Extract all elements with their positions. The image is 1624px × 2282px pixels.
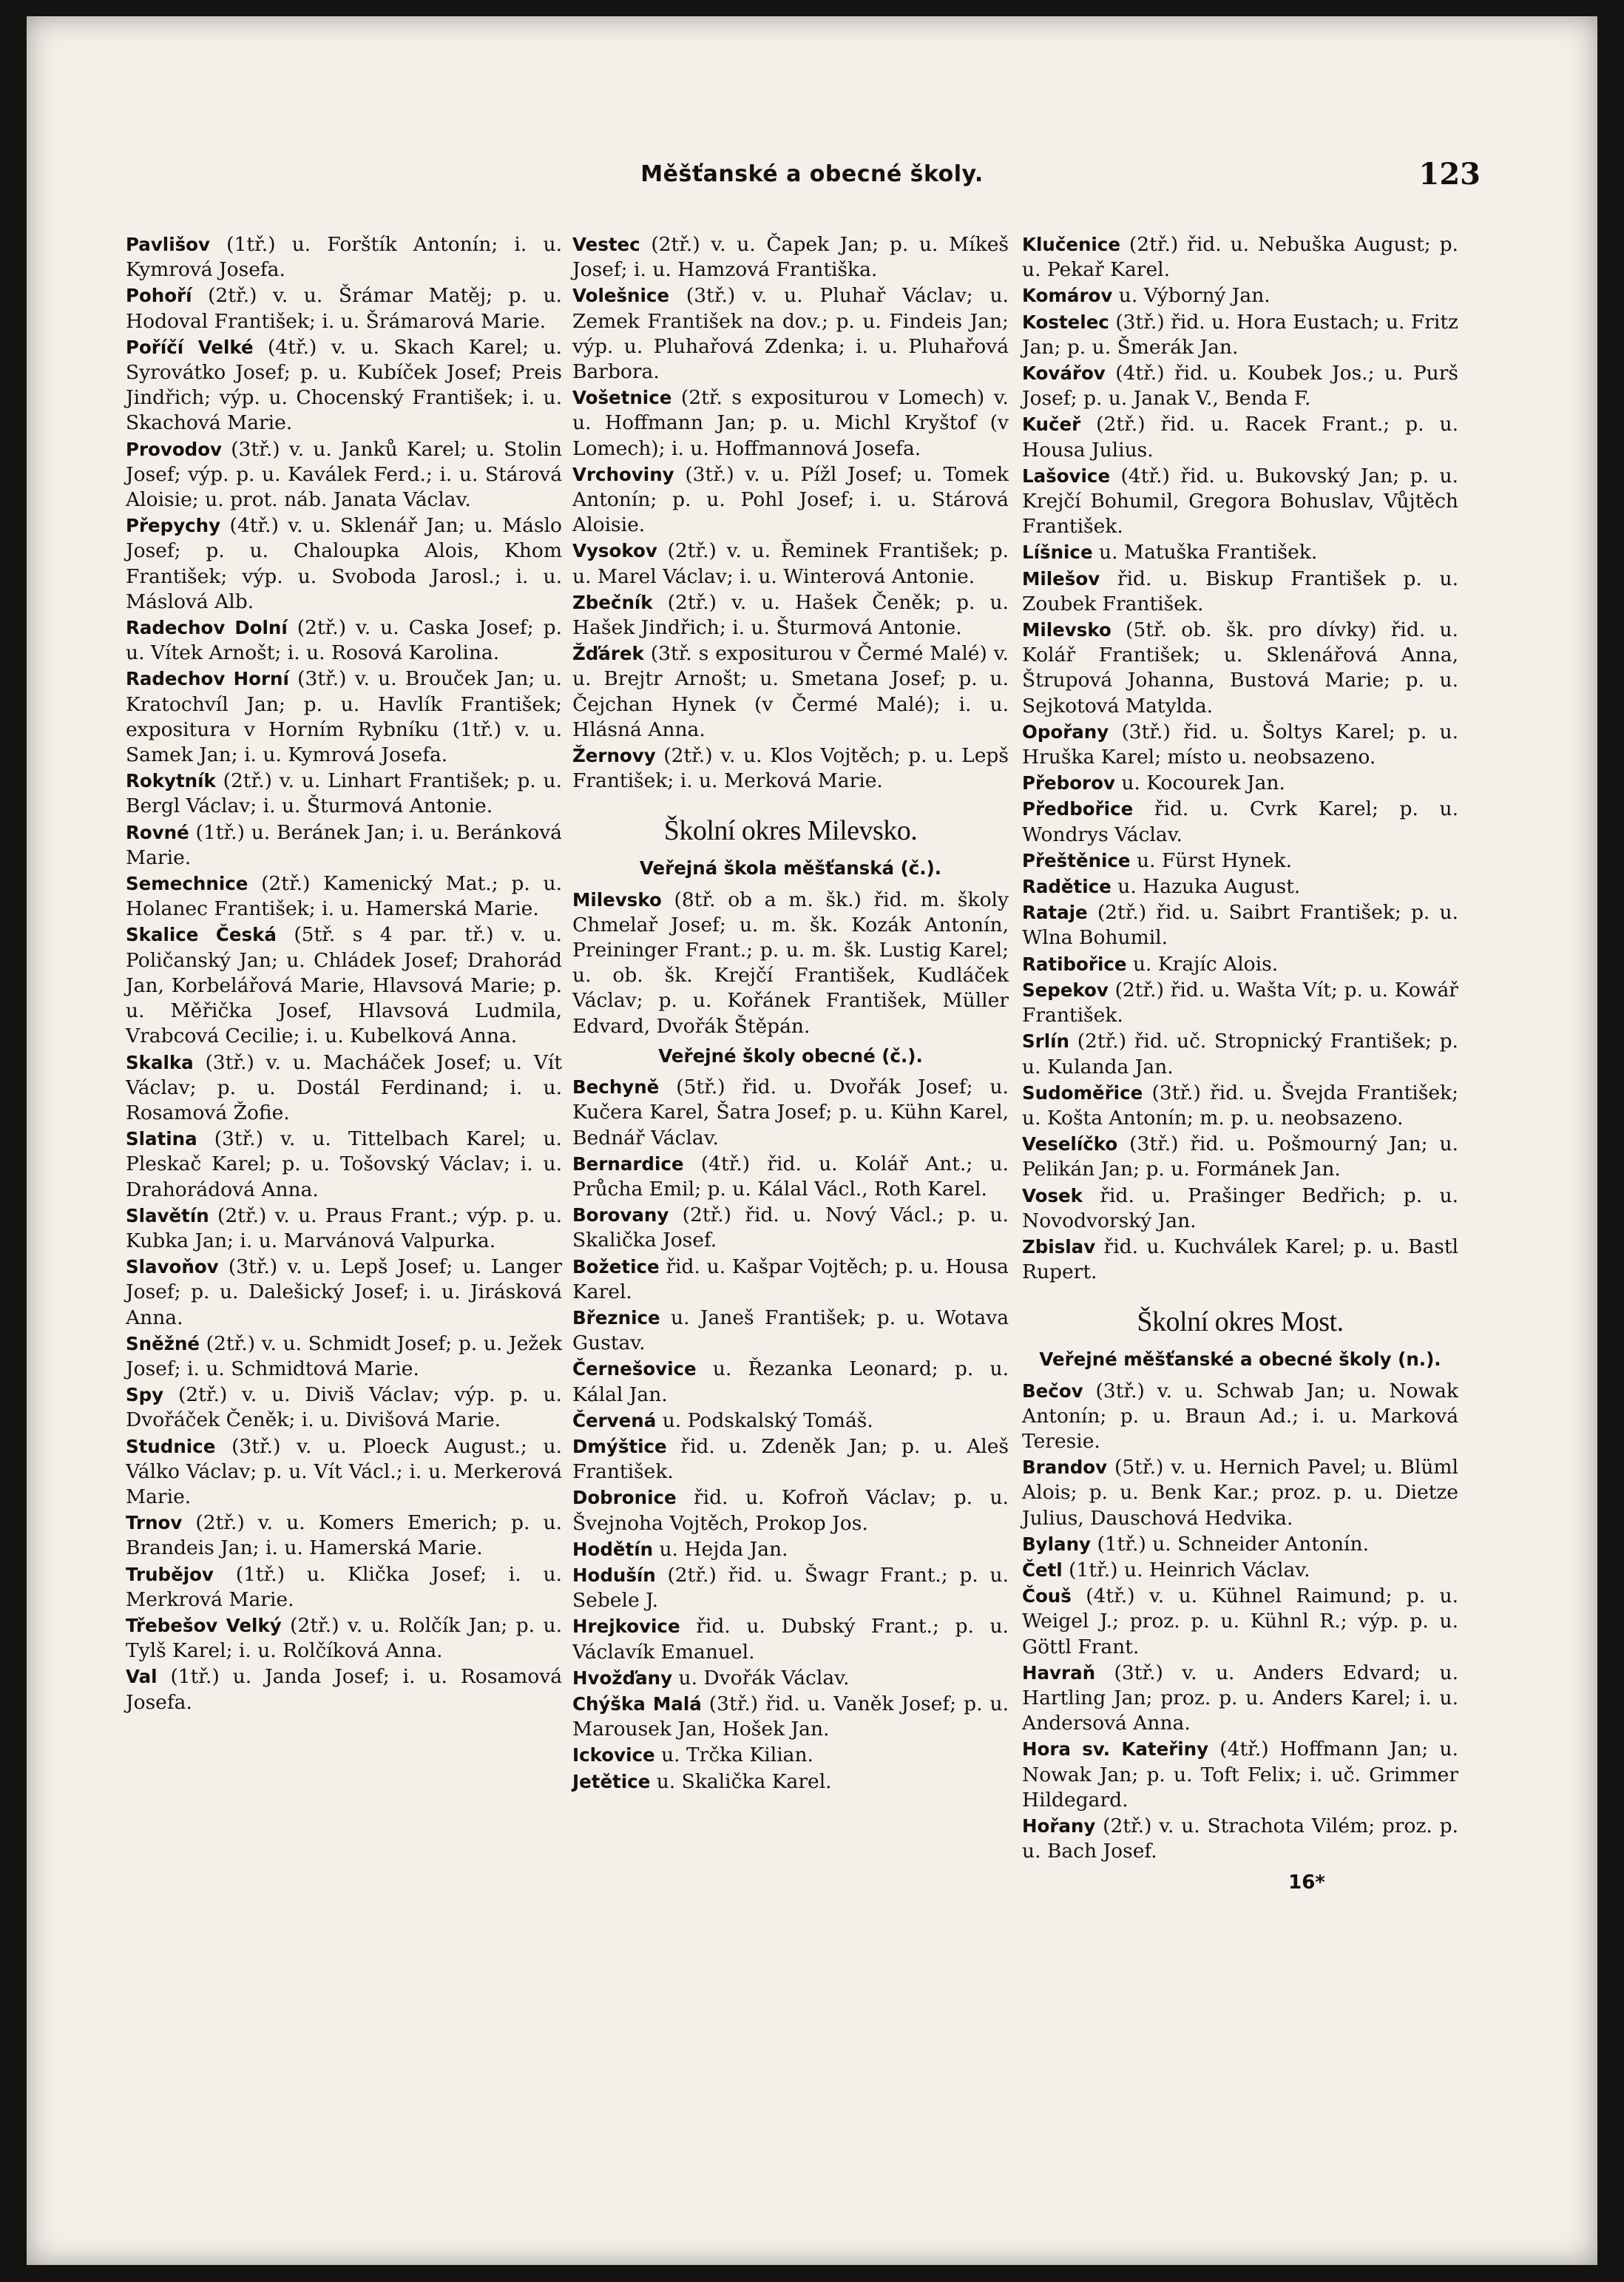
school-entry [126,232,562,283]
school-entry [126,1434,562,1510]
entry-text: (4tř.) v. u. Sklenář Jan; u. Máslo Josef; p. u. Chaloupka Alois, Khom František; výp. u. Svoboda Jarosl.; i. u. Máslová Alb. [126,514,562,613]
school-entry [1022,464,1458,540]
entry-text: (2tř.) řid. u. Wašta Vít; p. u. Kowář František. [1022,978,1458,1027]
entry-text: u. Podskalský Tomáš. [662,1408,873,1432]
entry-text: (2tř.) v. u. Klos Vojtěch; p. u. Lepš František; i. u. Merková Marie. [572,744,1009,793]
signature-mark: 16* [1288,1871,1325,1894]
entry-text: (5tř. ob. šk. pro dívky) řid. u. Kolář František; u. Sklenářová Anna, Štrupová Johanna, Bustová Marie; p. u. Sejkotová Matylda. [1022,618,1458,718]
place-name: Milevsko [1022,619,1112,641]
place-name: Brandov [1022,1456,1108,1479]
school-entry [126,1613,562,1664]
entry-text: (2tř. s expositurou v Lomech) v. u. Hoffmann Jan; p. u. Michl Kryštof (v Lomech); i. u. Hoffmannová Josefa. [572,386,1009,460]
place-name: Dmýštice [572,1435,667,1457]
school-entry [1022,1737,1458,1813]
place-name: Lašovice [1022,465,1111,487]
entry-text: (2tř.) v. u. Hašek Čeněk; p. u. Hašek Jindřich; i. u. Šturmová Antonie. [572,590,1009,640]
place-name: Semechnice [126,873,248,895]
place-name: Bernardice [572,1152,684,1175]
school-entry [126,615,562,666]
school-entry [1022,1132,1458,1182]
entry-text: (2tř.) řid. u. Nový Václ.; p. u. Skalička Josef. [572,1204,1009,1252]
place-name: Vrchoviny [572,463,674,485]
entry-text: (1tř.) u. Forštík Antonín; i. u. Kymrová Josefa. [126,233,562,282]
entry-text: (2tř.) řid. u. Šwagr Frant.; p. u. Sebele J. [572,1563,1009,1613]
place-name: Radětice [1022,876,1112,898]
place-name: Jetětice [572,1770,651,1792]
entry-text: (1tř.) u. Beránek Jan; i. u. Beránková Marie. [126,820,562,869]
entry-text: (2tř.) řid. uč. Stropnický František; p. u. Kulanda Jan. [1022,1030,1458,1078]
entry-text: (1tř.) u. Schneider Antonín. [1097,1532,1370,1556]
entry-text: (2tř.) v. u. Schmidt Josef; p. u. Ježek Josef; i. u. Schmidtová Marie. [126,1331,562,1380]
school-entry [126,1562,562,1613]
school-entry [572,1614,1009,1664]
school-entry [126,335,562,436]
place-name: Bylany [1022,1533,1091,1555]
place-name: Hora sv. Kateřiny [1022,1738,1209,1761]
school-entry [572,385,1009,462]
school-entry [572,1357,1009,1407]
entry-text: (2tř.) řid. u. Racek Frant.; p. u. Housa Julius. [1022,413,1458,462]
entry-text: (2tř.) v. u. Praus Frant.; výp. p. u. Kubka Jan; i. u. Marvánová Valpurka. [126,1204,562,1252]
section-subheading: Veřejné měšťanské a obecné školy (n.). [1039,1348,1441,1371]
entry-text: (2tř.) řid. u. Nebuška August; p. u. Pekař Karel. [1022,233,1458,282]
school-entry [1022,1814,1458,1864]
place-name: Milešov [1022,567,1100,590]
place-name: Srlín [1022,1030,1069,1053]
place-name: Hvožďany [572,1667,673,1689]
entry-text: (3tř.) v. u. Schwab Jan; u. Nowak Antonín; p. u. Braun Ad.; i. u. Marková Teresie. [1022,1379,1458,1453]
place-name: Val [126,1666,158,1688]
place-name: Rovné [126,821,189,843]
place-name: Hodušín [572,1564,656,1586]
school-entry [126,1664,562,1715]
entry-text: (2tř.) v. u. Rolčík Jan; p. u. Tylš Karel; i. u. Rolčíková Anna. [126,1613,562,1663]
entry-text: (1tř.) u. Janda Josef; i. u. Rosamová Josefa. [126,1665,562,1714]
place-name: Přeštěnice [1022,849,1131,871]
place-name: Veselíčko [1022,1133,1118,1155]
place-name: Pavlišov [126,234,210,255]
book-page [27,16,1597,2265]
school-entry [126,769,562,819]
place-name: Kučeř [1022,413,1081,436]
place-name: Volešnice [572,285,670,307]
page-header-title: Měšťanské a obecné školy. [640,161,984,187]
entry-text: řid. u. Prašinger Bedřich; p. u. Novodvorský Jan. [1022,1184,1458,1232]
place-name: Vošetnice [572,387,672,409]
place-name: Sněžné [126,1332,200,1354]
place-name: Bečov [1022,1380,1083,1402]
school-entry [572,1563,1009,1613]
entry-text: (3tř.) řid. u. Pošmourný Jan; u. Pelikán Jan; p. u. Formánek Jan. [1022,1132,1458,1181]
place-name: Březnice [572,1306,660,1329]
school-entry [1022,1235,1458,1285]
entry-text: (4tř.) řid. u. Kolář Ant.; u. Průcha Emil; p. u. Kálal Václ., Roth Karel. [572,1152,1009,1201]
school-entry [572,1485,1009,1536]
entry-text: u. Janeš František; p. u. Wotava Gustav. [572,1306,1009,1355]
place-name: Líšnice [1022,541,1093,564]
school-entry [572,888,1009,1039]
school-entry [1022,848,1458,874]
school-entry [1022,720,1458,770]
school-entry [126,283,562,334]
district-heading: Školní okres Milevsko. [663,815,918,847]
entry-text: (2tř.) v. u. Diviš Václav; výp. p. u. Dvořáček Čeněk; i. u. Divišová Marie. [126,1383,562,1432]
entry-text: (4tř.) v. u. Kühnel Raimund; p. u. Weigel J.; proz. p. u. Kühnl R.; výp. p. u. Göttl Frant. [1022,1584,1458,1658]
school-entry [1022,361,1458,411]
place-name: Ickovice [572,1744,655,1766]
place-name: Skalka [126,1051,194,1073]
entry-text: (3tř.) v. u. Macháček Josef; u. Vít Václav; p. u. Dostál Ferdinand; i. u. Rosamová Žofie. [126,1050,562,1124]
place-name: Skalice Česká [126,924,277,946]
entry-text: (5tř. s 4 par. tř.) v. u. Poličanský Jan; u. Chládek Josef; Drahorád Jan, Korbelářová Marie, Hlavsová Marie; p. u. Měřička Josef, Hlavsová Ludmila, Vrabcová Cecilie; i. u. Kubelková Anna. [126,923,562,1048]
entry-text: (4tř.) řid. u. Koubek Jos.; u. Purš Josef; p. u. Janak V., Benda F. [1022,362,1458,411]
school-entry [1022,1584,1458,1660]
entry-text: (2tř.) v. u. Strachota Vilém; proz. p. u. Bach Josef. [1022,1814,1458,1863]
entry-text: (2tř.) Kamenický Mat.; p. u. Holanec František; i. u. Hamerská Marie. [126,872,562,921]
place-name: Vestec [572,234,640,255]
school-entry [572,462,1009,539]
place-name: Ratibořice [1022,953,1127,975]
entry-text: řid. u. Biskup František p. u. Zoubek František. [1022,567,1458,615]
entry-text: u. Výborný Jan. [1118,284,1271,308]
school-entry [572,1537,1009,1562]
school-entry [126,871,562,922]
entry-text: (3tř.) v. u. Anders Edvard; u. Hartling Jan; proz. p. u. Anders Karel; i. u. Andersová Anna. [1022,1661,1458,1735]
entry-text: (4tř.) Hoffmann Jan; u. Nowak Jan; p. u. Toft Felix; i. uč. Grimmer Hildegard. [1022,1738,1458,1812]
entry-text: (8tř. ob a m. šk.) řid. m. školy Chmelař Josef; u. m. šk. Kozák Antonín, Preininger Frant.; p. u. m. šk. Lustig Karel; u. ob. šk. Krejčí František, Kudláček Václav; p. u. Kořánek František, Müller Edvard, Dvořák Štěpán. [572,888,1009,1038]
entry-text: řid. u. Kofroň Václav; p. u. Švejnoha Vojtěch, Prokop Jos. [572,1486,1009,1535]
school-entry [1022,412,1458,462]
place-name: Chýška Malá [572,1692,702,1715]
entry-text: u. Fürst Hynek. [1136,848,1293,872]
school-entry [572,539,1009,589]
school-entry [572,641,1009,743]
entry-text: u. Trčka Kilian. [661,1743,813,1767]
section-subheading: Veřejné školy obecné (č.). [658,1044,923,1067]
place-name: Žernovy [572,745,656,767]
school-entry [126,922,562,1049]
place-name: Radechov Dolní [126,617,288,639]
school-entry [572,1692,1009,1742]
place-name: Trnov [126,1512,183,1534]
entry-text: u. Krajíc Alois. [1132,952,1279,976]
entry-text: (3tř.) v. u. Brouček Jan; u. Kratochvíl Jan; p. u. Havlík František; expositura v Horním Rybníku (1tř.) v. u. Samek Jan; i. u. Kymrová Josefa. [126,667,562,767]
school-entry [126,1255,562,1331]
column-1 [126,232,562,1716]
place-name: Vysokov [572,540,657,562]
entry-text: (3tř.) v. u. Lepš Josef; u. Langer Josef; p. u. Dalešický Josef; i. u. Jirásková Anna. [126,1255,562,1329]
place-name: Zbislav [1022,1235,1096,1258]
entry-text: u. Matuška František. [1099,541,1318,564]
school-entry [126,1204,562,1254]
place-name: Trubějov [126,1563,214,1585]
place-name: Přeborov [1022,772,1115,794]
school-entry [1022,283,1458,308]
school-entry [572,1769,1009,1795]
place-name: Hrejkovice [572,1616,680,1638]
entry-text: řid. u. Cvrk Karel; p. u. Wondrys Václav. [1022,797,1458,846]
place-name: Sepekov [1022,979,1109,1001]
school-entry [1022,1184,1458,1234]
entry-text: (3tř.) v. u. Pížl Josef; u. Tomek Antonín; p. u. Pohl Josef; i. u. Stárová Aloisie. [572,462,1009,537]
entry-text: u. Hejda Jan. [659,1537,788,1561]
page-number: 123 [1418,157,1481,192]
entry-text: (2tř.) řid. u. Saibrt František; p. u. Wlna Bohumil. [1022,901,1458,950]
place-name: Žďárek [572,643,644,665]
school-entry [1022,1455,1458,1531]
district-heading: Školní okres Most. [1137,1306,1344,1338]
school-entry [126,666,562,768]
place-name: Provodov [126,438,223,460]
entry-text: řid. u. Zdeněk Jan; p. u. Aleš František. [572,1434,1009,1484]
school-entry [1022,567,1458,617]
school-entry [572,1075,1009,1151]
school-entry [1022,232,1458,283]
school-entry [1022,1558,1458,1583]
school-entry [572,232,1009,283]
school-entry [572,1306,1009,1356]
place-name: Opořany [1022,720,1109,743]
place-name: Hodětín [572,1538,654,1560]
place-name: Bechyně [572,1076,660,1098]
school-entry [126,1127,562,1203]
entry-text: (4tř.) řid. u. Bukovský Jan; p. u. Krejčí Bohumil, Gregora Bohuslav, Vůjtěch František. [1022,464,1458,539]
school-entry [572,1255,1009,1305]
school-entry [572,743,1009,794]
school-entry [572,1434,1009,1485]
place-name: Předbořice [1022,798,1134,820]
school-entry [572,590,1009,641]
entry-text: (2tř.) v. u. Šrámar Matěj; p. u. Hodoval František; i. u. Šrámarová Marie. [126,284,562,333]
column-2 [572,232,1009,1795]
school-entry [572,1408,1009,1434]
school-entry [572,1152,1009,1202]
entry-text: řid. u. Kuchválek Karel; p. u. Bastl Rupert. [1022,1235,1458,1284]
entry-text: (3tř.) řid. u. Šoltys Karel; p. u. Hruška Karel; místo u. neobsazeno. [1022,720,1458,769]
place-name: Sudoměřice [1022,1081,1143,1104]
school-entry [126,513,562,615]
entry-text: (3tř.) v. u. Tittelbach Karel; u. Pleskač Karel; p. u. Tošovský Václav; i. u. Drahorádová Anna. [126,1127,562,1201]
entry-text: (3tř.) řid. u. Švejda František; u. Košta Antonín; m. p. u. neobsazeno. [1022,1081,1458,1130]
place-name: Kostelec [1022,311,1109,333]
entry-text: u. Kocourek Jan. [1121,772,1285,795]
school-entry [1022,1379,1458,1455]
place-name: Černešovice [572,1358,697,1380]
entry-text: u. Dvořák Václav. [678,1666,850,1689]
place-name: Milevsko [572,888,662,911]
place-name: Četl [1022,1559,1063,1581]
school-entry [126,1050,562,1127]
school-entry [572,1743,1009,1768]
place-name: Havraň [1022,1661,1096,1684]
entry-text: (4tř.) v. u. Skach Karel; u. Syrovátko Josef; p. u. Kubíček Josef; Preis Jindřich; výp. u. Chocenský František; i. u. Skachová Marie. [126,335,562,435]
entry-text: řid. u. Kašpar Vojtěch; p. u. Housa Karel. [572,1255,1009,1303]
place-name: Radechov Horní [126,668,289,690]
school-entry [1022,978,1458,1028]
entry-text: (2tř.) v. u. Čapek Jan; p. u. Míkeš Josef; i. u. Hamzová Františka. [572,233,1009,282]
entry-text: (2tř.) v. u. Komers Emerich; p. u. Brandeis Jan; i. u. Hamerská Marie. [126,1511,562,1560]
place-name: Slavětín [126,1204,209,1226]
entry-text: u. Řezanka Leonard; p. u. Kálal Jan. [572,1357,1009,1406]
school-entry [1022,1661,1458,1737]
school-entry [1022,952,1458,977]
school-entry [126,437,562,513]
entry-text: řid. u. Dubský Frant.; p. u. Václavík Emanuel. [572,1615,1009,1664]
school-entry [572,1666,1009,1691]
entry-text: (2tř.) v. u. Řeminek František; p. u. Marel Václav; i. u. Winterová Antonie. [572,539,1009,588]
school-entry [126,1383,562,1433]
school-entry [1022,797,1458,847]
entry-text: (5tř.) v. u. Hernich Pavel; u. Blüml Alois; p. u. Benk Kar.; proz. p. u. Dietze Julius, Dauschová Hedvika. [1022,1456,1458,1530]
entry-text: (3tř.) řid. u. Hora Eustach; u. Fritz Jan; p. u. Šmerák Jan. [1022,310,1458,359]
entry-text: (5tř.) řid. u. Dvořák Josef; u. Kučera Karel, Šatra Josef; p. u. Kühn Karel, Bednář Václav. [572,1076,1009,1150]
place-name: Pohoří [126,285,192,307]
school-entry [126,820,562,871]
place-name: Studnice [126,1435,216,1457]
entry-text: (2tř.) v. u. Caska Josef; p. u. Vítek Arnošt; i. u. Rosová Karolina. [126,616,562,665]
place-name: Slatina [126,1128,197,1150]
place-name: Dobronice [572,1487,677,1509]
place-name: Poříčí Velké [126,336,254,358]
entry-text: (3tř.) řid. u. Vaněk Josef; p. u. Marousek Jan, Hošek Jan. [572,1692,1009,1741]
entry-text: (1tř.) u. Klička Josef; i. u. Merkrová Marie. [126,1562,562,1611]
entry-text: (3tř.) v. u. Janků Karel; u. Stolin Josef; výp. p. u. Kaválek Ferd.; i. u. Stárová Aloisie; u. prot. náb. Janata Václav. [126,437,562,512]
place-name: Červená [572,1409,657,1431]
place-name: Vosek [1022,1184,1083,1206]
school-entry [572,283,1009,385]
school-entry [1022,618,1458,719]
school-entry [1022,1029,1458,1079]
column-3 [1022,232,1458,1896]
place-name: Zbečník [572,591,653,613]
entry-text: (3tř. s expositurou v Čermé Malé) v. u. Brejtr Arnošt; u. Smetana Josef; p. u. Čejchan Hynek (v Čermé Malé); i. u. Hlásná Anna. [572,642,1009,741]
school-entry [1022,771,1458,796]
place-name: Kovářov [1022,362,1106,385]
place-name: Čouš [1022,1585,1072,1607]
place-name: Hořany [1022,1815,1096,1837]
place-name: Spy [126,1384,164,1406]
place-name: Borovany [572,1204,669,1226]
school-entry [1022,1081,1458,1131]
school-entry [1022,1532,1458,1557]
school-entry [1022,540,1458,565]
section-subheading: Veřejná škola měšťanská (č.). [639,857,942,880]
entry-text: u. Skalička Karel. [656,1769,832,1793]
place-name: Božetice [572,1255,660,1277]
place-name: Slavoňov [126,1256,219,1278]
school-entry [1022,874,1458,899]
place-name: Třebešov Velký [126,1614,282,1636]
school-entry [1022,900,1458,951]
school-entry [572,1203,1009,1253]
place-name: Komárov [1022,285,1113,307]
entry-text: (3tř.) v. u. Pluhař Václav; u. Zemek František na dov.; p. u. Findeis Jan; výp. u. Pluhařová Zdenka; i. u. Pluhařová Barbora. [572,284,1009,384]
school-entry [126,1331,562,1382]
school-entry [1022,310,1458,360]
place-name: Rokytník [126,770,216,792]
place-name: Přepychy [126,515,221,537]
entry-text: (1tř.) u. Heinrich Václav. [1069,1558,1310,1581]
school-entry [126,1510,562,1561]
entry-text: (3tř.) v. u. Ploeck August.; u. Válko Václav; p. u. Vít Václ.; i. u. Merkerová Marie. [126,1434,562,1508]
place-name: Klučenice [1022,234,1120,255]
entry-text: (2tř.) v. u. Linhart František; p. u. Bergl Václav; i. u. Šturmová Antonie. [126,769,562,818]
place-name: Rataje [1022,902,1088,924]
entry-text: u. Hazuka August. [1117,875,1301,899]
